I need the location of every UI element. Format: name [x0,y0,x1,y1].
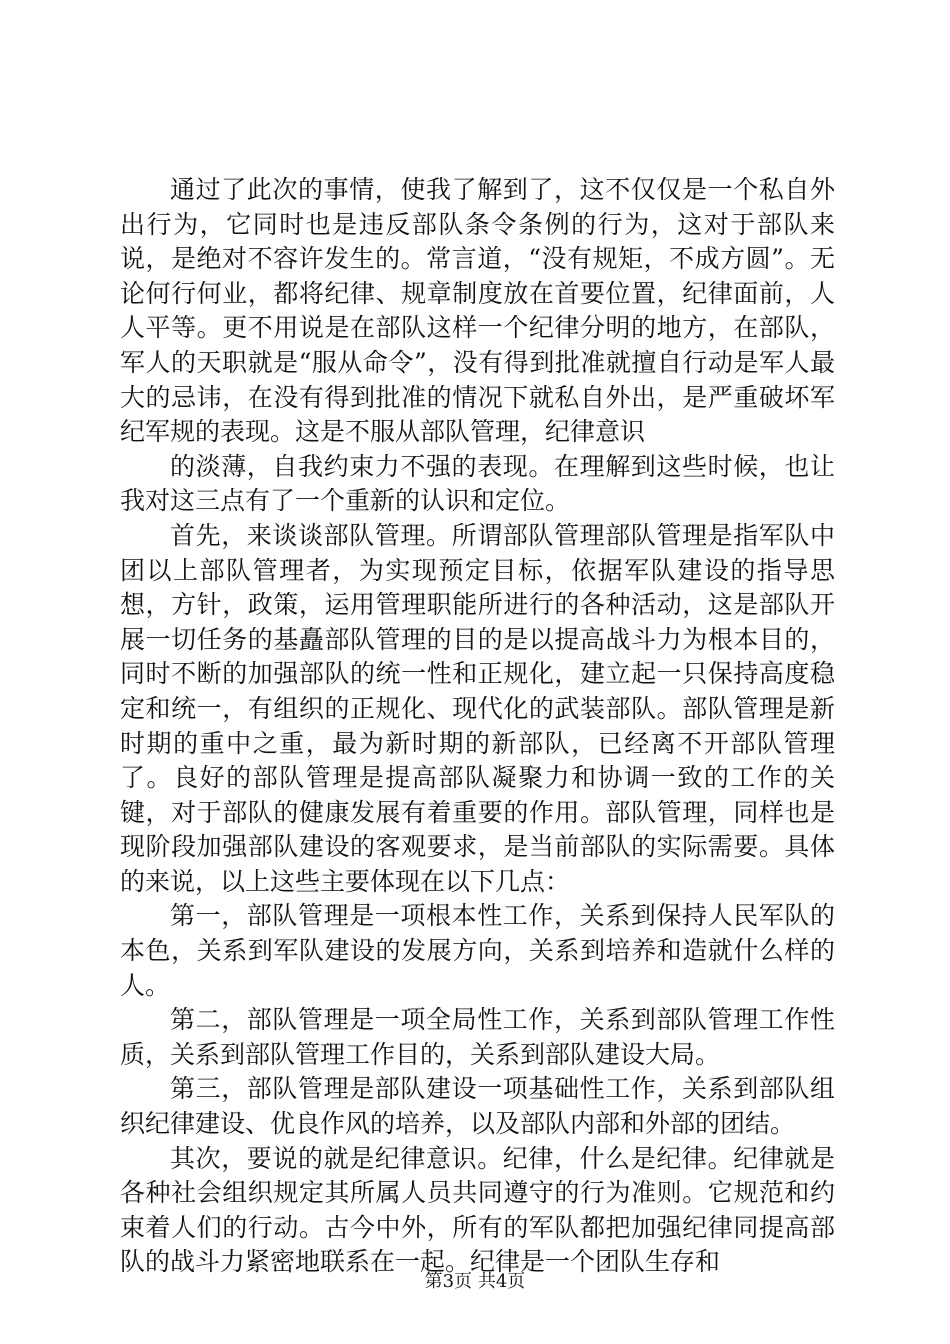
paragraph-3: 首先，来谈谈部队管理。所谓部队管理部队管理是指军队中团以上部队管理者，为实现预定目标，依据军队建设的指导思想，方针，政策，运用管理职能所进行的各种活动，这是部队开展一切任务的基矗部队管理的目的是以提高战斗力为根本目的，同时不断的加强部队的统一性和正规化，建立起一只保持高度稳定和统一，有组织的正规化、现代化的武装部队。部队管理是新时期的重中之重，最为新时期的新部队，已经离不开部队管理了。良好的部队管理是提高部队凝聚力和协调一致的工作的关键，对于部队的健康发展有着重要的作用。部队管理，同样也是现阶段加强部队建设的客观要求，是当前部队的实际需要。具体的来说，以上这些主要体现在以下几点： [120,520,835,896]
paragraph-1: 通过了此次的事情，使我了解到了，这不仅仅是一个私自外出行为，它同时也是违反部队条令条例的行为，这对于部队来说，是绝对不容许发生的。常言道，“没有规矩，不成方圆”。无论何行何业，都将纪律、规章制度放在首要位置，纪律面前，人人平等。更不用说是在部队这样一个纪律分明的地方，在部队，军人的天职就是“服从命令”，没有得到批准就擅自行动是军人最大的忌讳，在没有得到批准的情况下就私自外出，是严重破坏军纪军规的表现。这是不服从部队管理，纪律意识 [120,175,835,447]
paragraph-5: 第二，部队管理是一项全局性工作，关系到部队管理工作性质，关系到部队管理工作目的，关系到部队建设大局。 [120,1005,835,1069]
paragraph-6: 第三，部队管理是部队建设一项基础性工作，关系到部队组织纪律建设、优良作风的培养，以及部队内部和外部的团结。 [120,1074,835,1139]
paragraph-7: 其次，要说的就是纪律意识。纪律，什么是纪律。纪律就是各种社会组织规定其所属人员共同遵守的行为准则。它规范和约束着人们的行动。古今中外，所有的军队都把加强纪律同提高部队的战斗力紧密地联系在一起。纪律是一个团队生存和 [120,1143,835,1277]
body-text [120,173,835,1280]
paragraph-2: 的淡薄，自我约束力不强的表现。在理解到这些时候，也让我对这三点有了一个重新的认识和定位。 [120,451,835,516]
page-number-footer: 第3页 共4页 [424,1271,526,1292]
paragraph-4: 第一，部队管理是一项根本性工作，关系到保持人民军队的本色，关系到军队建设的发展方向，关系到培养和造就什么样的人。 [120,901,835,1000]
